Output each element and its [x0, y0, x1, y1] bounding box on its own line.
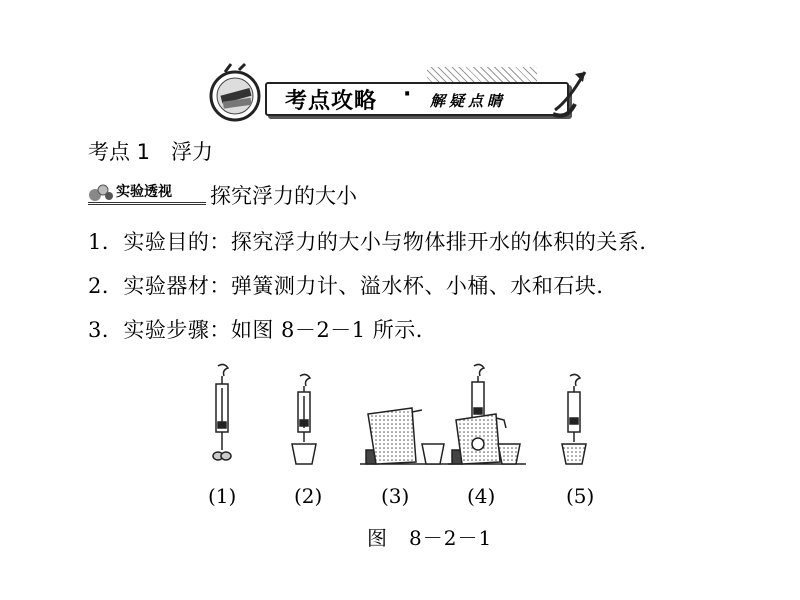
text-line-2: 2．实验器材：弹簧测力计、溢水杯、小桶、水和石块．: [88, 274, 618, 298]
step-2-scale-bucket: [292, 374, 316, 464]
step-3-overflow-cup: [360, 408, 452, 464]
section-banner: [205, 62, 595, 126]
step-4-submerged-stone: [448, 364, 526, 464]
step-5-scale-water: [562, 374, 586, 464]
figure-label-3: (3): [381, 484, 410, 508]
figure-label-4: (4): [467, 484, 496, 508]
figure-label-5: (5): [566, 484, 595, 508]
figure-caption: 图 8－2－1: [367, 526, 493, 550]
tag-underline: [88, 202, 206, 205]
text-line-3: 3．实验步骤：如图 8－2－1 所示．: [88, 318, 438, 342]
molecule-icon: [88, 182, 114, 202]
text-line-1: 1．实验目的：探究浮力的大小与物体排开水的体积的关系．: [88, 230, 661, 254]
banner-dot: ·: [403, 82, 412, 107]
banner-title: 考点攻略: [285, 89, 378, 114]
experiment-tag-label: 实验透视: [116, 184, 172, 200]
step-1-scale-stone: [213, 364, 231, 460]
banner-subtitle: 解疑点睛: [430, 92, 507, 110]
figure-label-1: (1): [208, 484, 237, 508]
section-title: 考点 1 浮力: [88, 140, 214, 164]
figure-label-2: (2): [294, 484, 323, 508]
arrow-icon: [545, 64, 595, 120]
experiment-figure: [190, 362, 620, 472]
experiment-title: 探究浮力的大小: [210, 184, 357, 208]
